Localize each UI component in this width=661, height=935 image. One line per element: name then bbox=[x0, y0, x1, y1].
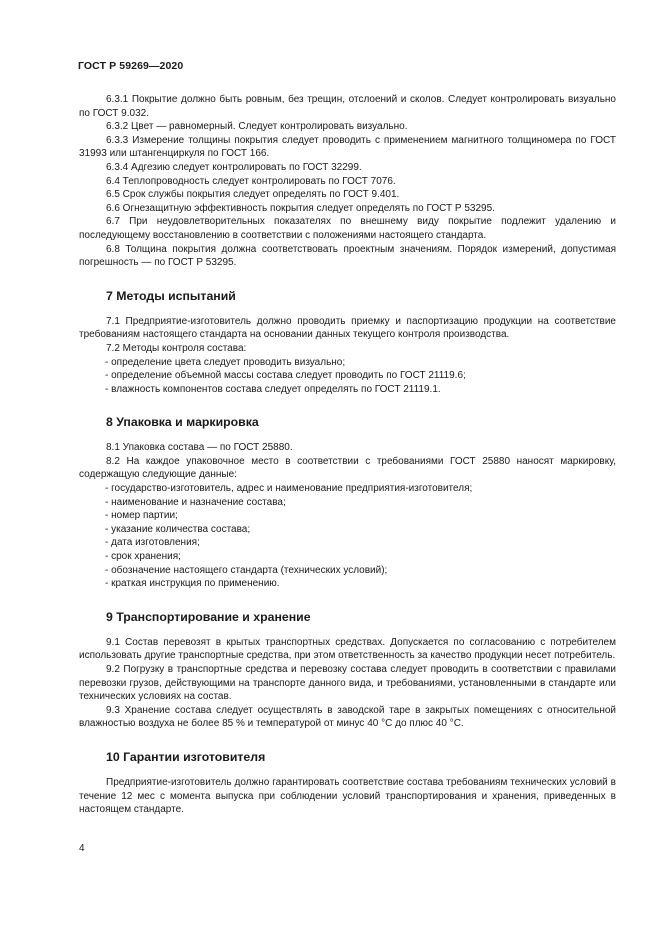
section-9-heading: 9 Транспортирование и хранение bbox=[106, 609, 311, 624]
clause-6-8: 6.8 Толщина покрытия должна соответствовать проектным значениям. Порядок измерений, допустимая погрешность — по ГОСТ Р 53295. bbox=[79, 243, 616, 269]
clause-6-6: 6.6 Огнезащитную эффективность покрытия следует определять по ГОСТ Р 53295. bbox=[106, 202, 495, 214]
list-item: - указание количества состава; bbox=[105, 523, 251, 535]
section-10-heading: 10 Гарантии изготовителя bbox=[106, 749, 266, 764]
section-8-heading: 8 Упаковка и маркировка bbox=[106, 415, 259, 430]
section-7-heading: 7 Методы испытаний bbox=[106, 288, 236, 303]
clause-7-2: 7.2 Методы контроля состава: bbox=[106, 342, 247, 354]
clause-9-2: 9.2 Погрузку в транспортные средства и перевозку состава следует проводить в соответствии с правилами перевозки грузов, действующими на транспорте данного вида, и требованиями, установленными в стандарте или технических условиях на состав. bbox=[79, 664, 616, 703]
clause-7-1: 7.1 Предприятие-изготовитель должно проводить приемку и паспортизацию продукции на соответствие требованиям настоящего стандарта на основании данных текущего контроля производства. bbox=[79, 315, 616, 341]
document-header: ГОСТ Р 59269—2020 bbox=[78, 60, 184, 72]
clause-8-2: 8.2 На каждое упаковочное место в соответствии с требованиями ГОСТ 25880 наносят маркировку, содержащую следующие данные: bbox=[79, 455, 616, 481]
list-item: - дата изготовления; bbox=[105, 537, 200, 549]
page-number: 4 bbox=[79, 843, 85, 854]
list-item: - определение объемной массы состава следует проводить по ГОСТ 21119.6; bbox=[105, 370, 466, 382]
clause-10: Предприятие-изготовитель должно гарантировать соответствие состава требованиям технических условий в течение 12 мес с момента выпуска при соблюдении условий транспортирования и хранения, приведенных в настоящем стандарте. bbox=[79, 776, 616, 816]
clause-6-7: 6.7 При неудовлетворительных показателях по внешнему виду покрытие подлежит удалению и последующему восстановлению в соответствии с положениями настоящего стандарта. bbox=[79, 216, 616, 241]
list-item: - номер партии; bbox=[105, 510, 178, 522]
list-item: - наименование и назначение состава; bbox=[105, 496, 286, 508]
list-item: - краткая инструкция по применению. bbox=[105, 578, 280, 590]
clause-8-1: 8.1 Упаковка состава — по ГОСТ 25880. bbox=[106, 442, 293, 454]
document-body bbox=[79, 93, 616, 817]
clause-6-3-1: 6.3.1 Покрытие должно быть ровным, без трещин, отслоений и сколов. Следует контролировать визуально по ГОСТ 9.032. bbox=[79, 94, 616, 119]
list-item: - срок хранения; bbox=[105, 551, 181, 563]
clause-6-4: 6.4 Теплопроводность следует контролировать по ГОСТ 7076. bbox=[106, 175, 396, 187]
list-item: - влажность компонентов состава следует определять по ГОСТ 21119.1. bbox=[105, 383, 441, 395]
clause-6-3-3: 6.3.3 Измерение толщины покрытия следует проводить с применением магнитного толщиномера по ГОСТ 31993 или штангенциркуля по ГОСТ 166. bbox=[79, 134, 616, 160]
list-item: - определение цвета следует проводить визуально; bbox=[105, 356, 346, 368]
clause-9-1: 9.1 Состав перевозят в крытых транспортных средствах. Допускается по согласованию с потребителем использовать другие транспортные средства, при этом ответственность за качество продукции несет потребитель. bbox=[79, 636, 616, 662]
clause-9-3: 9.3 Хранение состава следует осуществлять в заводской таре в закрытых помещениях с относительной влажностью воздуха не более 85 % и температурой от минус 40 °С до плюс 40 °С. bbox=[79, 704, 616, 730]
list-item: - обозначение настоящего стандарта (технических условий); bbox=[105, 564, 388, 576]
clause-6-5: 6.5 Срок службы покрытия следует определять по ГОСТ 9.401. bbox=[106, 189, 400, 201]
clause-6-3-2: 6.3.2 Цвет — равномерный. Следует контролировать визуально. bbox=[106, 121, 408, 133]
clause-6-3-4: 6.3.4 Адгезию следует контролировать по ГОСТ 32299. bbox=[106, 161, 362, 173]
list-item: - государство-изготовитель, адрес и наименование предприятия-изготовителя; bbox=[105, 483, 473, 495]
